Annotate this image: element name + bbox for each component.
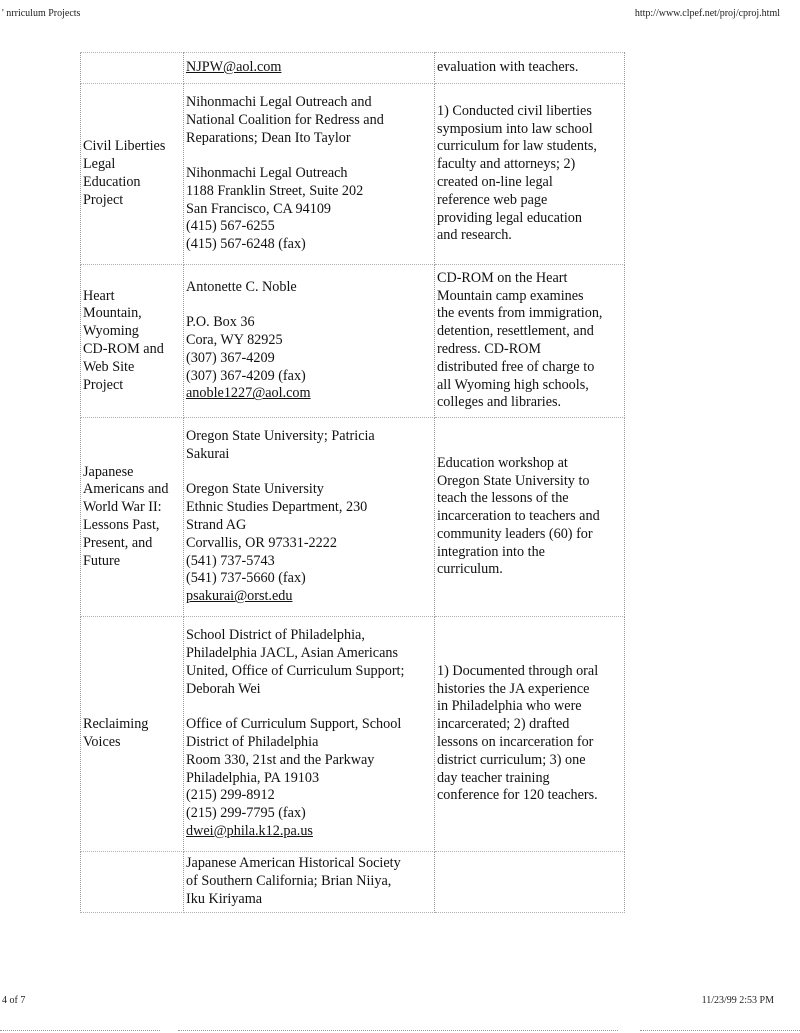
text-line: Philadelphia, PA 19103 — [186, 769, 320, 786]
description-cell — [435, 84, 625, 265]
text-line: (215) 299-8912 — [186, 787, 275, 804]
footer-rule-left — [0, 1030, 160, 1031]
text-line: of Southern California; Brian Niiya, — [186, 873, 392, 890]
text-line: Corvallis, OR 97331-2222 — [186, 534, 337, 551]
text-line: in Philadelphia who were — [437, 698, 582, 715]
text-line: the events from immigration, — [437, 305, 603, 322]
text-line: (415) 567-6248 (fax) — [186, 236, 306, 253]
text-line: Project — [83, 376, 124, 393]
text-line: Reparations; Dean Ito Taylor — [186, 129, 351, 146]
text-line: Americans and — [83, 481, 169, 498]
text-line: (307) 367-4209 — [186, 349, 275, 366]
contact-cell — [184, 617, 435, 852]
text-line: (541) 737-5743 — [186, 552, 275, 569]
text-line: detention, resettlement, and — [437, 323, 594, 340]
text-line: (541) 737-5660 (fax) — [186, 570, 306, 587]
project-name-cell — [81, 84, 184, 265]
description-cell — [435, 265, 625, 418]
description-cell — [435, 852, 625, 913]
page-header-title: ' nrriculum Projects — [2, 8, 81, 19]
text-line: Present, and — [83, 534, 153, 551]
blank-line — [186, 147, 432, 165]
contact-cell — [184, 53, 435, 84]
page-header-url[interactable]: http://www.clpef.net/proj/cproj.html — [634, 8, 780, 19]
text-line: Nihonmachi Legal Outreach — [186, 165, 348, 182]
text-line: Project — [83, 191, 124, 208]
text-line: Mountain camp examines — [437, 287, 584, 304]
footer-rule-right — [640, 1030, 800, 1031]
text-line: Future — [83, 552, 121, 569]
text-line: Japanese — [83, 463, 134, 480]
table-row — [81, 84, 625, 265]
text-line: World War II: — [83, 499, 162, 516]
project-name-cell — [81, 418, 184, 617]
text-line: Heart — [83, 287, 115, 304]
contact-cell — [184, 418, 435, 617]
projects-table — [80, 52, 625, 913]
text-line: (307) 367-4209 (fax) — [186, 367, 306, 384]
blank-line — [186, 464, 432, 482]
text-line: Oregon State University — [186, 481, 324, 498]
text-line: National Coalition for Redress and — [186, 111, 384, 128]
text-line: Cora, WY 82925 — [186, 332, 283, 349]
project-name-cell — [81, 617, 184, 852]
description-cell — [435, 418, 625, 617]
page-footer-timestamp: 11/23/99 2:53 PM — [701, 995, 774, 1006]
email-link[interactable]: dwei@phila.k12.pa.us — [186, 822, 313, 839]
text-line: 1) Conducted civil liberties — [437, 102, 592, 119]
text-line: Wyoming — [83, 323, 139, 340]
description-cell — [435, 53, 625, 84]
blank-line — [186, 698, 432, 716]
text-line: colleges and libraries. — [437, 394, 562, 411]
text-line: CD-ROM and — [83, 341, 164, 357]
text-line: Strand AG — [186, 517, 247, 533]
text-line: Lessons Past, — [83, 517, 160, 533]
text-line: Japanese American Historical Society — [186, 855, 401, 872]
text-line: evaluation with teachers. — [437, 59, 579, 76]
table-row — [81, 617, 625, 852]
text-line: created on-line legal — [437, 174, 553, 190]
project-name-cell — [81, 265, 184, 418]
text-line: Iku Kiriyama — [186, 890, 263, 907]
text-line: symposium into law school — [437, 120, 593, 137]
blank-line — [186, 297, 432, 315]
text-line: Legal — [83, 156, 116, 173]
text-line: P.O. Box 36 — [186, 314, 255, 331]
table-row — [81, 53, 625, 84]
text-line: lessons on incarceration for — [437, 734, 594, 750]
text-line: district curriculum; 3) one — [437, 751, 586, 768]
text-line: Sakurai — [186, 445, 230, 462]
text-line: 1) Documented through oral — [437, 662, 599, 679]
table-row — [81, 265, 625, 418]
text-line: and research. — [437, 227, 512, 244]
text-line: curriculum for law students, — [437, 138, 597, 155]
text-line: incarceration to teachers and — [437, 508, 600, 525]
text-line: teach the lessons of the — [437, 490, 569, 507]
text-line: distributed free of charge to — [437, 358, 595, 375]
text-line: United, Office of Curriculum Support; — [186, 662, 405, 679]
text-line: Nihonmachi Legal Outreach and — [186, 93, 372, 110]
table-row — [81, 418, 625, 617]
text-line: Ethnic Studies Department, 230 — [186, 499, 368, 516]
text-line: Mountain, — [83, 305, 142, 322]
text-line: Civil Liberties — [83, 138, 166, 155]
text-line: Reclaiming — [83, 716, 149, 733]
text-line: incarcerated; 2) drafted — [437, 716, 570, 733]
text-line: School District of Philadelphia, — [186, 627, 365, 644]
text-line: Deborah Wei — [186, 680, 261, 697]
text-line: faculty and attorneys; 2) — [437, 156, 576, 173]
email-link[interactable]: anoble1227@aol.com — [186, 385, 311, 402]
project-name-cell — [81, 852, 184, 913]
text-line: District of Philadelphia — [186, 734, 319, 750]
text-line: redress. CD-ROM — [437, 341, 542, 357]
text-line: 1188 Franklin Street, Suite 202 — [186, 182, 364, 199]
description-cell — [435, 617, 625, 852]
text-line: conference for 120 teachers. — [437, 787, 598, 804]
text-line: Oregon State University; Patricia — [186, 428, 375, 445]
text-line: Voices — [83, 734, 121, 750]
text-line: day teacher training — [437, 769, 550, 786]
text-line: Antonette C. Noble — [186, 278, 297, 295]
table-row — [81, 852, 625, 913]
text-line: (215) 299-7795 (fax) — [186, 805, 306, 822]
text-line: Education workshop at — [437, 454, 568, 471]
text-line: Room 330, 21st and the Parkway — [186, 751, 375, 768]
email-link[interactable]: psakurai@orst.edu — [186, 588, 293, 605]
email-link[interactable]: NJPW@aol.com — [186, 59, 282, 76]
contact-cell — [184, 265, 435, 418]
text-line: integration into the — [437, 543, 545, 560]
text-line: reference web page — [437, 191, 548, 208]
page-footer-page-number: 4 of 7 — [2, 995, 26, 1006]
project-name-cell — [81, 53, 184, 84]
text-line: Oregon State University to — [437, 472, 590, 489]
text-line: CD-ROM on the Heart — [437, 269, 568, 286]
text-line: community leaders (60) for — [437, 525, 593, 542]
contact-cell — [184, 84, 435, 265]
text-line: providing legal education — [437, 209, 582, 226]
text-line: Office of Curriculum Support, School — [186, 716, 402, 733]
text-line: San Francisco, CA 94109 — [186, 200, 332, 217]
contact-cell — [184, 852, 435, 913]
text-line: curriculum. — [437, 561, 503, 578]
text-line: Web Site — [83, 358, 135, 375]
text-line: Philadelphia JACL, Asian Americans — [186, 645, 398, 662]
text-line: histories the JA experience — [437, 680, 590, 697]
text-line: all Wyoming high schools, — [437, 376, 589, 393]
footer-rule-middle — [178, 1030, 618, 1031]
text-line: Education — [83, 174, 141, 190]
text-line: (415) 567-6255 — [186, 218, 275, 235]
